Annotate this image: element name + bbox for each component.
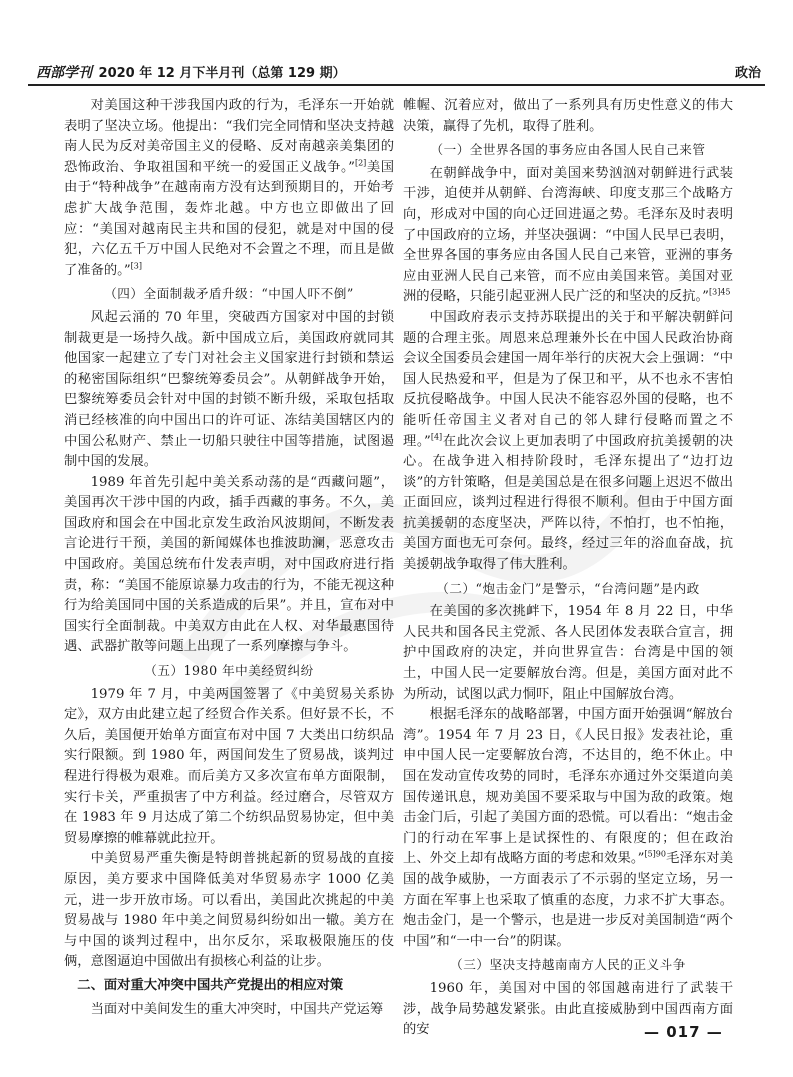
paragraph-text: 风起云涌的 70 年里，突破西方国家对中国的封锁制裁更是一场持久战。新中国成立后，美国政府就同其他国家一起建立了专门对社会主义国家进行封锁和禁运的秘密国际组织“巴黎统筹委员会”。从朝鲜战争开始，巴黎统筹委员会针对中国的封锁不断升级，采取包括取消已经核准的向中国出口的许可证、冻结美国辖区内的中国公私财产、禁止一切船只驶往中国等措施，试图遏制中国的发展。 xyxy=(64,309,394,470)
paragraph-text: 帷幄、沉着应对，做出了一系列具有历史性意义的伟大决策，赢得了先机，取得了胜利。 xyxy=(403,98,733,134)
paragraph xyxy=(403,164,733,308)
subsection-heading: （二）“炮击金门”是警示，“台湾问题”是内政 xyxy=(436,580,700,596)
citation-marker: [3]45 xyxy=(708,287,731,297)
paragraph xyxy=(64,849,394,973)
running-header xyxy=(28,62,765,84)
paragraph-text: 1989 年首先引起中美关系动荡的是“西藏问题”，美国再次干涉中国的内政，插手西藏的事务。不久，美国政府和国会在中国北京发生政治风波期间，不断发表言论进行干预，美国的新闻媒体也推波助澜，恶意攻击中国政府。美国总统布什发表声明，对中国政府进行指责，称：“美国不能原谅暴力攻击的行为，不能无视这种行为给美国同中国的关系造成的后果”。并且，宣布对中国实行全面制裁。中美双方由此在人权、对华最惠国待遇、武器扩散等问题上出现了一系列摩擦与争斗。 xyxy=(64,474,394,655)
journal-logo: 西部学刊 xyxy=(36,65,92,81)
citation-marker: [5]90 xyxy=(644,849,666,859)
paragraph-text: 中国政府表示支持苏联提出的关于和平解决朝鲜问题的合理主张。周恩来总理兼外长在中国人民政治协商会议全国委员会建国一周年举行的庆祝大会上强调：“中国人民热爱和平，但是为了保卫和平，从不也永不害怕反抗侵略战争。中国人民决不能容忍外国的侵略，也不能听任帝国主义者对自己的邻人肆行侵略而置之不理。” xyxy=(403,309,733,449)
page-number: — 017 — xyxy=(644,1023,723,1041)
section-label: 政治 xyxy=(734,66,761,81)
section-heading: 二、面对重大冲突中国共产党提出的相应对策 xyxy=(77,977,344,993)
subsection-heading: （三）坚决支持越南南方人民的正义斗争 xyxy=(450,957,686,973)
paragraph xyxy=(403,308,733,576)
paragraph-text: 中美贸易严重失衡是特朗普挑起新的贸易战的直接原因，美方要求中国降低美对华贸易赤字 1000 亿美元，进一步开放市场。可以看出，美国此次挑起的中美贸易战与 1980 年中美之间贸易纠纷如出一辙。美方在与中国的谈判过程中，出尔反尔，采取极限施压的伎俩，意图逼迫中国做出有损核心利益的让步。 xyxy=(64,851,394,970)
paragraph-text: 1979 年 7 月，中美两国签署了《中美贸易关系协定》，双方由此建立起了经贸合作关系。但好景不长，不久后，美国便开始单方面宣布对中国 7 大类出口纺织品实行限额。到 1980 年，两国间发生了贸易战，谈判过程进行得极为艰难。而后美方又多次宣布单方面限制，实行卡关，严重损害了中方利益。经过磨合，尽管双方在 1983 年 9 月达成了第二个纺织品贸易协定，但中美贸易摩擦的帷幕就此拉开。 xyxy=(64,686,394,846)
paragraph xyxy=(403,602,733,705)
paragraph-text: 在美国的多次挑衅下，1954 年 8 月 22 日，中华人民共和国各民主党派、各人民团体发表联合宣言，拥护中国政府的决定，并向世界宣告：台湾是中国的领土，中国人民一定要解放台湾。但是，美国方面对此不为所动，试图以武力恫吓，阻止中国解放台湾。 xyxy=(403,604,733,702)
citation-marker: [4] xyxy=(430,432,443,442)
paragraph-text: 毛泽东对美国的战争威胁，一方面表示了不示弱的坚定立场，另一方面在军事上也采取了慎重的态度，力求不扩大事态。炮击金门，是一个警示，也是进一步反对美国制造“两个中国”和“一中一台”的阴谋。 xyxy=(403,851,733,949)
paragraph xyxy=(403,96,733,137)
paragraph xyxy=(64,685,394,850)
paragraph xyxy=(64,96,394,281)
paragraph-text: 根据毛泽东的战略部署，中国方面开始强调“解放台湾”。1954 年 7 月 23 日，《人民日报》发表社论，重申中国人民一定要解放台湾，不达目的，绝不休止。中国在发动宣传攻势的同时，毛泽东亦通过外交渠道向美国传递讯息，规劝美国不要采取与中国为敌的政策。炮击金门后，引起了美国方面的恐慌。可以看出：“炮击金门的行动在军事上是试探性的、有限度的；但在政治上、外交上却有战略方面的考虑和效果。” xyxy=(403,707,733,867)
subsection-heading: （四）全面制裁矛盾升级：“中国人吓不倒” xyxy=(104,286,354,302)
paragraph-text: 当面对中美间发生的重大冲突时，中国共产党运筹 xyxy=(90,1001,384,1017)
paragraph-text: 在此次会议上更加表明了中国政府抗美援朝的决心。在战争进入相持阶段时，毛泽东提出了“边打边谈”的方针策略，但是美国总是在很多问题上迟迟不做出正面回应，谈判过程进行得很不顺利。但由于中国方面抗美援朝的态度坚决，严阵以待，不怕打，也不怕拖，美国方面也无可奈何。最终，经过三年的浴血奋战，抗美援朝战争取得了伟大胜利。 xyxy=(403,433,733,573)
paragraph-text: 1960 年，美国对中国的邻国越南进行了武装干涉，战争局势越发紧张。由此直接威胁到中国西南方面的安 xyxy=(403,980,733,1038)
paragraph-text: 美国由于“特种战争”在越南南方没有达到预期目的，开始考虑扩大战争范围，轰炸北越。中方也立即做出了回应：“美国对越南民主共和国的侵犯，就是对中国的侵犯，六亿五千万中国人民绝对不会置之不理，而且是做了准备的。” xyxy=(64,159,394,278)
left-column xyxy=(64,96,394,1020)
citation-marker: [2] xyxy=(354,158,367,168)
paragraph xyxy=(64,473,394,658)
subsection-heading: （五）1980 年中美经贸纠纷 xyxy=(144,663,314,679)
right-column xyxy=(403,96,733,1041)
paragraph xyxy=(64,308,394,473)
paragraph-text: 在朝鲜战争中，面对美国来势汹汹对朝鲜进行武装干涉，迫使并从朝鲜、台湾海峡、印度支那三个战略方向，形成对中国的向心迂回进逼之势。毛泽东及时表明了中国政府的立场，并坚决强调：“中国人民早已表明，全世界各国的事务应由各国人民自己来管，亚洲的事务应由亚洲人民自己来管，而不应由美国来管。美国对亚洲的侵略，只能引起亚洲人民广泛的和坚决的反抗。” xyxy=(403,165,733,305)
paragraph-text: 对美国这种干涉我国内政的行为，毛泽东一开始就表明了坚决立场。他提出：“我们完全同情和坚决支持越南人民为反对美帝国主义的侵略、反对南越亲美集团的恐怖政治、争取祖国和平统一的爱国正义战争。” xyxy=(64,98,394,175)
subsection-heading: （一）全世界各国的事务应由各国人民自己来管 xyxy=(430,142,706,158)
header-rule xyxy=(28,84,765,86)
citation-marker: [3] xyxy=(130,261,142,271)
issue-info: 2020 年 12 月下半月刊（总第 129 期） xyxy=(98,66,346,81)
journal-info xyxy=(36,62,346,82)
paragraph xyxy=(403,705,733,952)
paragraph xyxy=(64,1000,394,1021)
